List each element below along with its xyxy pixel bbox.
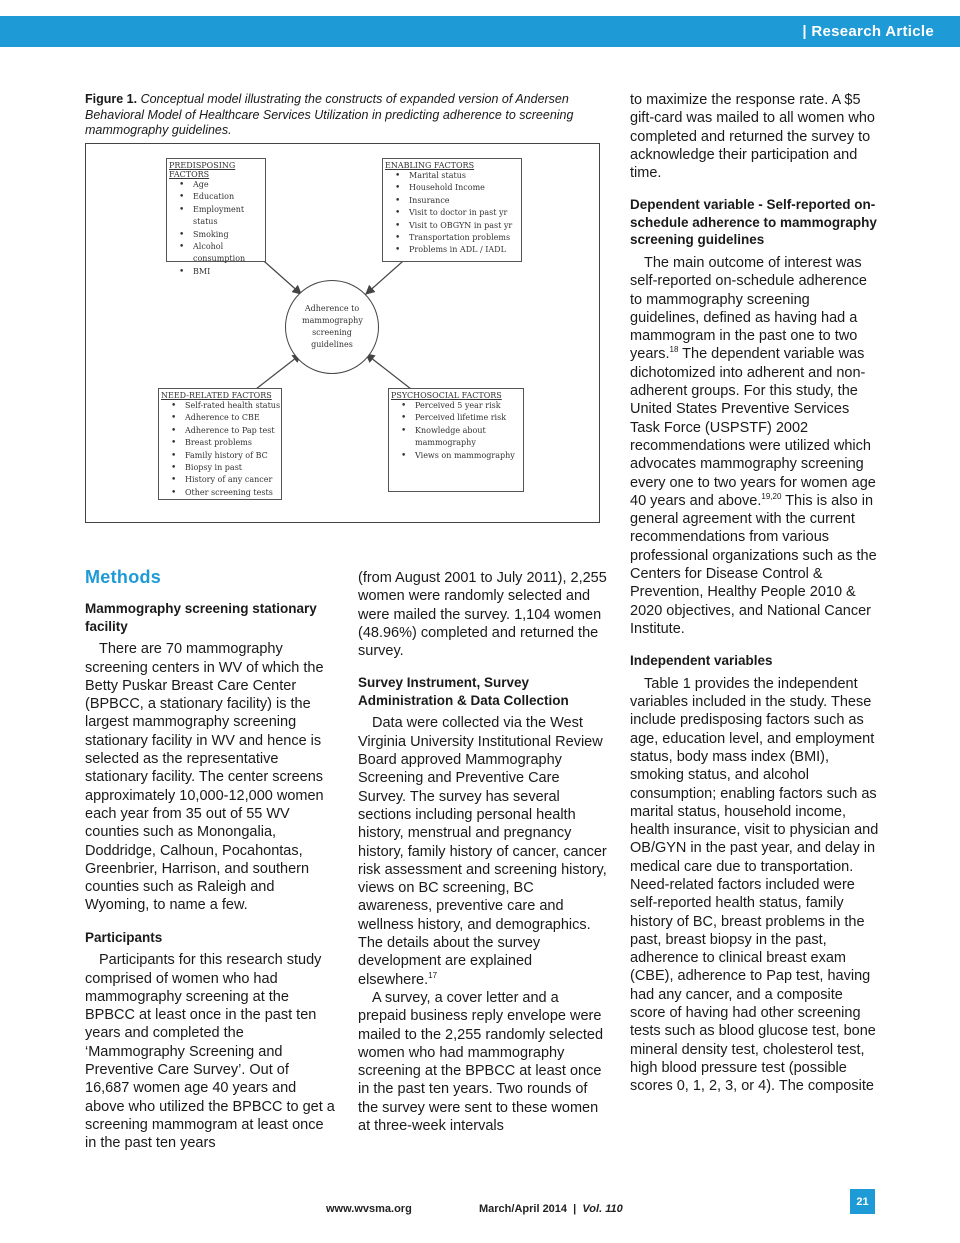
need-list [159, 400, 281, 499]
paragraph-participants: Participants for this research study comprised of women who had mammography screening at the BPBCC at least once in the past ten years and completed the ‘Mammography Screening and Preventive Care Survey’. Out of 16,687 women age 40 years and above who utilized the BPBCC to get a screening mammogram at least once in the past ten years [85, 952, 335, 1152]
paragraph-dependent-variable: The main outcome of interest was self-reported on-schedule adherence to mammography screening guidelines, defined as having had a mammogram in the past one to two years.$^{18}$ The dependent variable was dichotomized into adherent and non-adherent groups. For this study, the United States Preventive Services Task Force (USPSTF) 2002 recommendations were utilized which advocates mammography screening every one to two years for women age 40 years and above.$^{19,20}$ This is also in general agreement with the current recommendations from various professional organizations such as the Centers for Disease Control & Prevention, Healthy People 2010 & 2020 objectives, and National Cancer Institute. [630, 254, 877, 637]
figure-caption-label: Figure 1. [85, 92, 138, 106]
list-item: • Family history of BC [185, 450, 281, 462]
subheading-independent-variables: Independent variables [630, 653, 773, 669]
subheading-facility: Mammography screening stationary facility [85, 601, 317, 634]
footer-website[interactable]: www.wvsma.org [326, 1203, 412, 1215]
list-item: • Marital status [409, 170, 521, 182]
subheading-participants: Participants [85, 929, 163, 945]
list-item: • Employment status [193, 204, 265, 229]
psychosocial-title: PSYCHOSOCIAL FACTORS [391, 391, 502, 400]
list-item: • Biopsy in past [185, 462, 281, 474]
list-item: • Education [193, 191, 265, 203]
list-item: • Problems in ADL / IADL [409, 244, 521, 256]
predisposing-title: PREDISPOSING FACTORS [169, 161, 236, 179]
methods-heading: Methods [85, 567, 162, 587]
arrow-need [256, 354, 301, 389]
figure-diagram [85, 143, 600, 523]
subheading-survey: Survey Instrument, Survey Administration & Data Collection [358, 675, 569, 708]
arrow-psychosocial [366, 354, 411, 389]
list-item: • Age [193, 179, 265, 191]
paragraph-mailing: A survey, a cover letter and a prepaid business reply envelope were mailed to the 2,255 randomly selected women who had mammography screening at the BPBCC at least once in the past ten years. Two rounds of the survey were sent to these women at three-week intervals [358, 989, 604, 1135]
citation: 18 [669, 345, 679, 355]
list-item: • Adherence to Pap test [185, 425, 281, 437]
figure-caption [85, 92, 605, 139]
list-item: • Knowledge about mammography [415, 425, 523, 450]
list-item: • Views on mammography [415, 450, 523, 462]
list-item: • Adherence to CBE [185, 412, 281, 424]
list-item: • Household Income [409, 182, 521, 194]
predisposing-list [167, 179, 265, 278]
list-item: • Transportation problems [409, 232, 521, 244]
list-item: • Self-rated health status [185, 400, 281, 412]
figure-caption-text: Conceptual model illustrating the constructs of expanded version of Andersen Behavioral Model of Healthcare Services Utilization in predicting adherence to screening mammography guidelines. [85, 92, 574, 137]
header-bar [0, 16, 960, 47]
subheading-dependent-variable: Dependent variable - Self-reported on-schedule adherence to mammography screening guidelines [630, 197, 877, 248]
citation: 19,20 [761, 491, 782, 501]
paragraph-independent-variables: Table 1 provides the independent variables included in the study. These include predisposing factors such as age, education level, and employment status, body mass index (BMI), smoking status, and alcohol consumption; enabling factors such as marital status, household income, health insurance, visit to physician and OB/GYN in the past year, and delay in medical care due to transportation. Need-related factors included were self-reported health status, family history of BC, breast problems in the past, breast biopsy in the past, adherence to clinical breast exam (CBE), adherence to Pap test, having had any cancer, and a composite score of having had other screening tests such as blood glucose test, bone mineral density test, cholesterol test, high blood pressure test (possible scores 0, 1, 2, 3, or 4). The composite [630, 675, 879, 1095]
psychosocial-list [389, 400, 523, 462]
list-item: • History of any cancer [185, 474, 281, 486]
list-item: • Other screening tests [185, 487, 281, 499]
list-item: • Breast problems [185, 437, 281, 449]
paragraph-facility: There are 70 mammography screening centers in WV of which the Betty Puskar Breast Care Center (BPBCC, a stationary facility) is the largest mammography screening stationary facility in WV and hence is selected as the representative stationary facility. The center screens approximately 10,000-12,000 women each year from 35 out of 55 WV counties such as Monongalia, Doddridge, Calhoun, Pocahontas, Greenbrier, Harrison, and southern counties such as Raleigh and Wyoming, to name a few. [85, 641, 324, 914]
footer-issue: March/April 2014 | Vol. 110 [479, 1203, 623, 1215]
paragraph-data-collection: Data were collected via the West Virginia University Institutional Review Board approved Mammography Screening and Preventive Care Survey. The survey has several sections including personal health history, menstrual and pregnancy history, family history of cancer, cancer risk assessment and screening history, views on BC screening, BC awareness, preventive care and wellness history, and demographics. The details about the survey development are explained elsewhere.$^{17}$ [358, 715, 607, 988]
list-item: • Perceived lifetime risk [415, 412, 523, 424]
page-number: 21 [850, 1189, 875, 1214]
enabling-list [383, 170, 521, 257]
section-label: | Research Article [802, 23, 934, 40]
center-outcome-label: Adherence to mammography screening guidelines [302, 304, 363, 349]
list-item: • Perceived 5 year risk [415, 400, 523, 412]
column-2 [358, 569, 610, 1135]
enabling-factors-box [382, 158, 522, 262]
column-3 [630, 91, 882, 1096]
psychosocial-factors-box [388, 388, 524, 492]
center-outcome-circle [285, 280, 379, 374]
need-title: NEED-RELATED FACTORS [161, 391, 272, 400]
need-factors-box [158, 388, 282, 500]
list-item: • Visit to doctor in past yr [409, 207, 521, 219]
enabling-title: ENABLING FACTORS [385, 161, 475, 170]
list-item: • BMI [193, 266, 265, 278]
citation: 17 [428, 970, 438, 980]
list-item: • Smoking [193, 229, 265, 241]
list-item: • Insurance [409, 195, 521, 207]
paragraph-response-rate: to maximize the response rate. A $5 gift-card was mailed to all women who completed and returned the survey to acknowledge their participation and time. [630, 92, 875, 182]
list-item: • Visit to OBGYN in past yr [409, 220, 521, 232]
column-1 [85, 568, 337, 1153]
paragraph-sampling: (from August 2001 to July 2011), 2,255 women were randomly selected and were mailed the survey. 1,104 women (48.96%) completed and returned the survey. [358, 570, 607, 660]
list-item: • Alcohol consumption [193, 241, 265, 266]
predisposing-factors-box [166, 158, 266, 276]
